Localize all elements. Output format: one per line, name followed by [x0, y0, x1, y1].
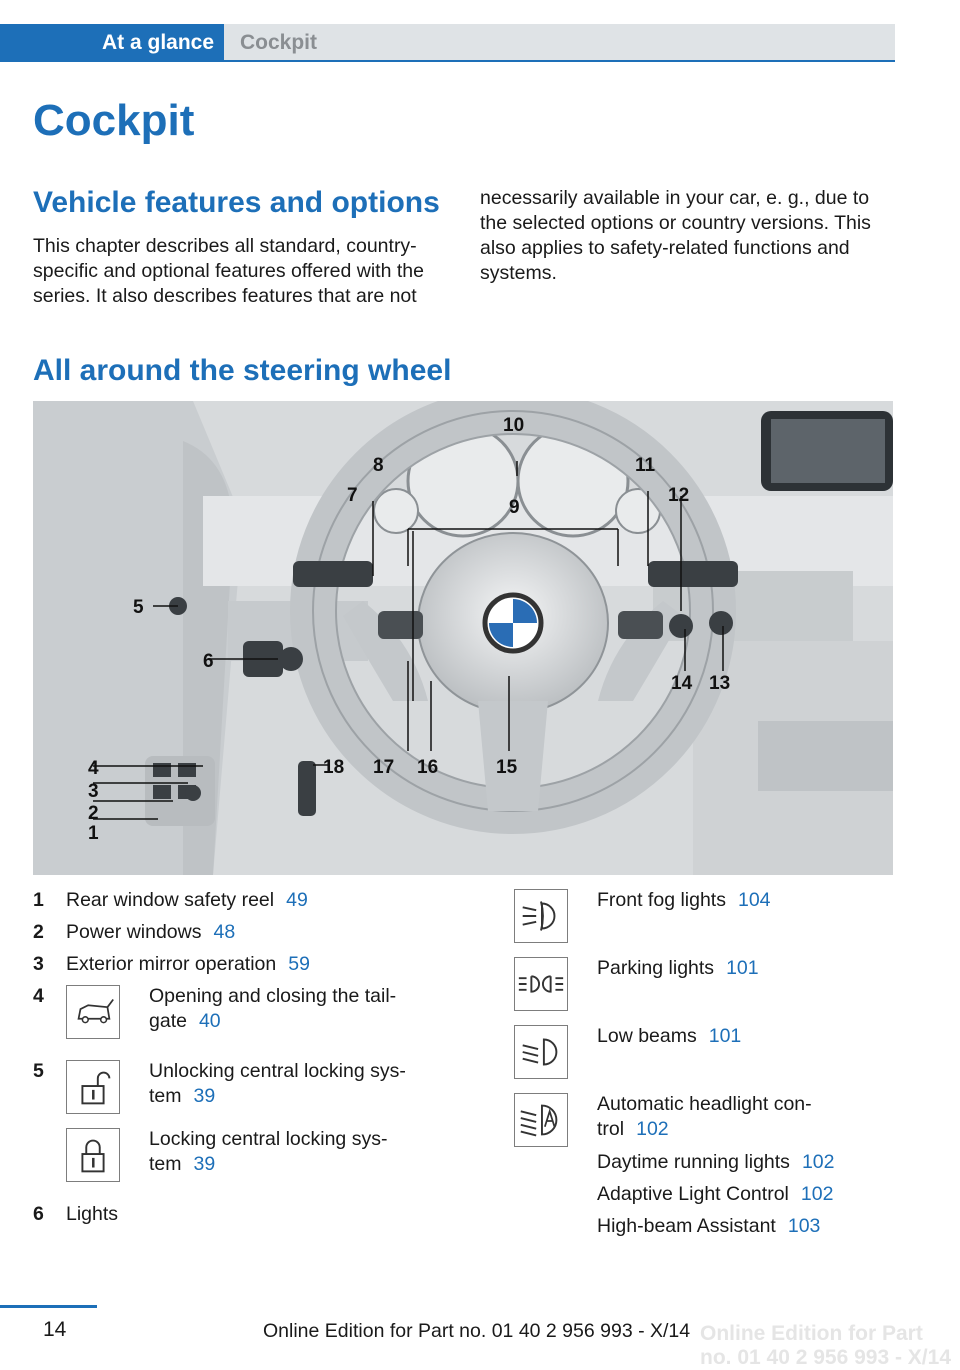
callout-8: 8: [373, 455, 384, 476]
legend-text-line1: Locking central locking sys-: [149, 1128, 388, 1150]
page-link[interactable]: 104: [737, 889, 771, 911]
legend-num-4: 4: [33, 985, 44, 1007]
page-link[interactable]: 39: [193, 1153, 216, 1175]
legend-text-line2: tem: [149, 1153, 182, 1175]
legend-num-3: 3: [33, 953, 44, 975]
callout-18: 18: [323, 757, 345, 778]
callout-12: 12: [668, 485, 690, 506]
legend-item-auto-headlight: [597, 1092, 877, 1142]
page-link[interactable]: 40: [198, 1010, 221, 1032]
legend-item-tailgate: [149, 984, 429, 1034]
legend-num-6: 6: [33, 1203, 44, 1225]
callout-17: 17: [373, 757, 395, 778]
legend-num-1: 1: [33, 889, 44, 911]
legend-text: Daytime running lights: [597, 1151, 790, 1173]
legend-item-front-fog-lights: [597, 888, 771, 913]
callout-7: 7: [347, 485, 358, 506]
page-link[interactable]: 39: [193, 1085, 216, 1107]
legend-text: Rear window safety reel: [66, 889, 275, 911]
tab-cockpit[interactable]: Cockpit: [224, 24, 895, 60]
legend-text: Front fog lights: [597, 889, 726, 911]
callout-1: 1: [88, 823, 99, 844]
footer-edition: Online Edition for Part no. 01 40 2 956 993 - X/14: [263, 1320, 691, 1342]
watermark: Online Edition for Part no. 01 40 2 956 993 - X/14: [700, 1322, 951, 1369]
legend-text: Exterior mirror operation: [66, 953, 277, 975]
legend-text-line1: Automatic headlight con-: [597, 1093, 812, 1115]
legend-text: Low beams: [597, 1025, 697, 1047]
callout-10: 10: [503, 415, 525, 436]
legend-text: Power windows: [66, 921, 202, 943]
intro-paragraph-right: necessarily available in your car, e. g., due to the selected options or country versions. This also applies to safety-related functions and systems.: [480, 187, 871, 284]
section-heading-steering-wheel: All around the steering wheel: [33, 354, 452, 387]
legend-text-line1: Opening and closing the tail-: [149, 985, 397, 1007]
page-link[interactable]: 101: [726, 957, 759, 979]
legend-item-rear-window-safety-reel: [66, 888, 308, 913]
unlock-icon: [66, 1060, 120, 1114]
page-number: 14: [43, 1318, 67, 1341]
page-link[interactable]: 49: [286, 889, 308, 911]
callout-14: 14: [671, 673, 693, 694]
legend-text-line1: Unlocking central locking sys-: [149, 1060, 406, 1082]
callout-5: 5: [133, 597, 144, 618]
cockpit-illustration: [33, 401, 893, 875]
legend-item-low-beams: [597, 1024, 741, 1049]
page-link[interactable]: 48: [213, 921, 236, 943]
callout-4: 4: [88, 758, 99, 779]
legend-num-2: 2: [33, 921, 44, 943]
legend-text: High-beam Assistant: [597, 1215, 776, 1237]
legend-text: Parking lights: [597, 957, 715, 979]
tailgate-icon: [66, 985, 120, 1039]
legend-text: Adaptive Light Control: [597, 1183, 789, 1205]
page-link[interactable]: 102: [800, 1183, 834, 1205]
front-fog-lights-icon: [514, 889, 568, 943]
legend-item-high-beam-assistant: [597, 1214, 820, 1239]
page-title: Cockpit: [33, 96, 195, 145]
callout-3: 3: [88, 781, 99, 802]
legend-num-5: 5: [33, 1060, 44, 1082]
low-beams-icon: [514, 1025, 568, 1079]
callout-16: 16: [417, 757, 439, 778]
page-link[interactable]: 102: [636, 1118, 669, 1140]
legend-item-power-windows: [66, 920, 235, 945]
legend-item-adaptive-light-control: [597, 1182, 833, 1207]
legend-item-parking-lights: [597, 956, 759, 981]
footer-rule: [0, 1305, 97, 1308]
callout-9: 9: [509, 497, 520, 518]
legend-text-line2: tem: [149, 1085, 182, 1107]
lock-icon: [66, 1128, 120, 1182]
callout-15: 15: [496, 757, 518, 778]
legend-text-line2: gate: [149, 1010, 187, 1032]
auto-headlight-icon: [514, 1093, 568, 1147]
legend-item-unlocking: [149, 1059, 429, 1109]
page-link[interactable]: 102: [801, 1151, 835, 1173]
legend-item-lights: [66, 1202, 118, 1227]
legend-item-locking: [149, 1127, 429, 1177]
header-rule: [0, 60, 895, 62]
callout-11: 11: [635, 455, 656, 476]
page-link[interactable]: 59: [288, 953, 310, 975]
intro-paragraph-left: This chapter describes all standard, country-specific and optional features offered with the series. It also describes features that are not: [33, 235, 424, 307]
callout-13: 13: [709, 673, 731, 694]
page-link[interactable]: 103: [787, 1215, 821, 1237]
tab-at-a-glance[interactable]: At a glance: [0, 24, 224, 62]
legend-text-line2: trol: [597, 1118, 625, 1140]
section-heading-vehicle-features: Vehicle features and options: [33, 186, 440, 219]
page-link[interactable]: 101: [708, 1025, 742, 1047]
parking-lights-icon: [514, 957, 568, 1011]
cockpit-drawing: [33, 401, 893, 875]
legend-text: Lights: [66, 1203, 119, 1225]
legend-item-exterior-mirror: [66, 952, 310, 977]
legend-item-daytime-running-lights: [597, 1150, 834, 1175]
callout-6: 6: [203, 651, 214, 672]
callout-2: 2: [88, 803, 99, 824]
